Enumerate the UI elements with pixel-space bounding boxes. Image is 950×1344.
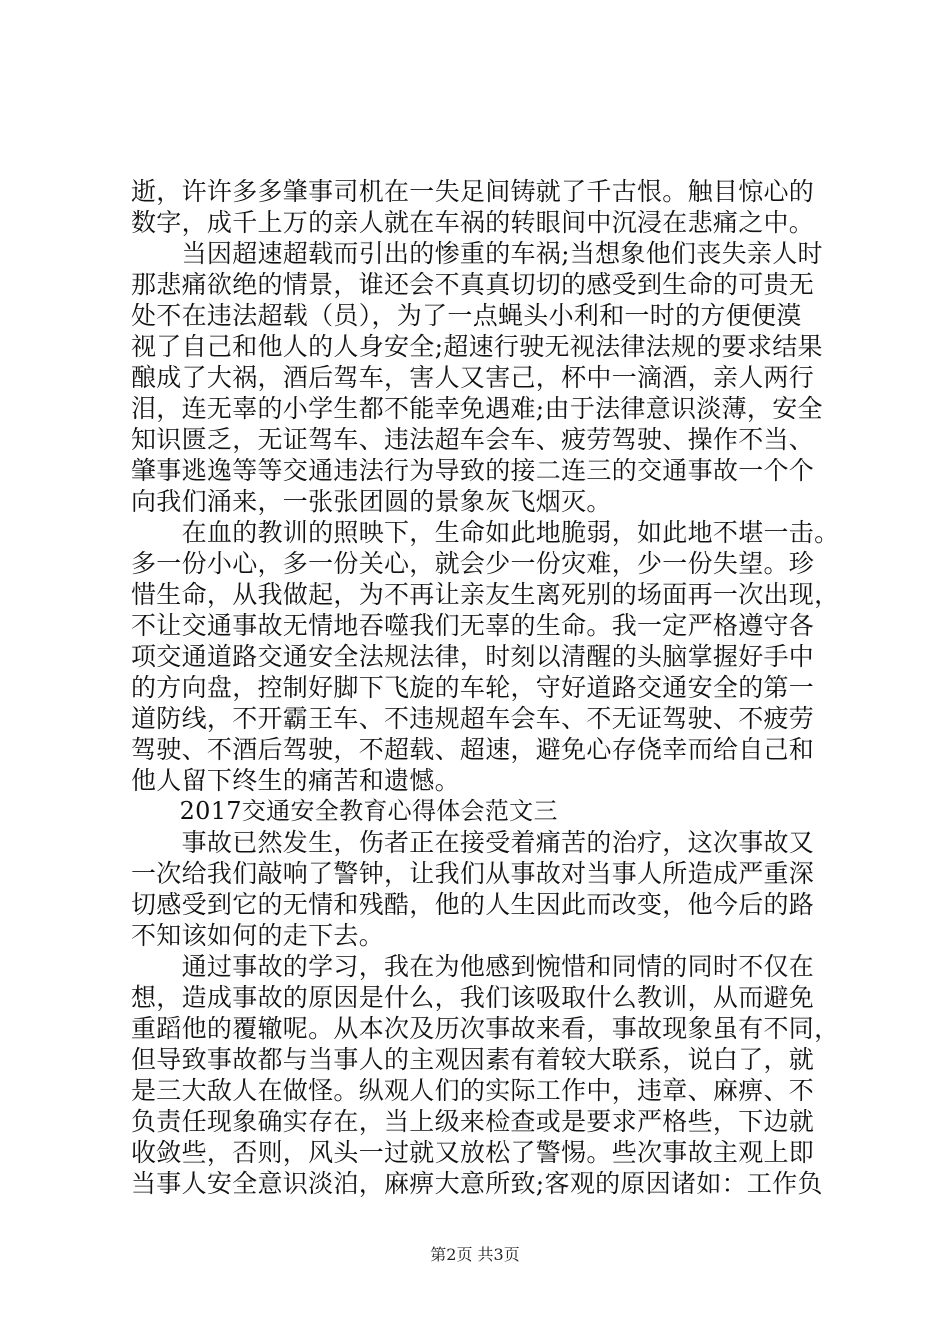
text-line: 当事人安全意识淡泊，麻痹大意所致;客观的原因诸如：工作负 (131, 1169, 823, 1198)
text-line: 但导致事故都与当事人的主观因素有着较大联系，说白了，就 (131, 1045, 815, 1074)
page-number-footer: 第2页 共3页 (430, 1245, 520, 1264)
text-line: 驾驶、不酒后驾驶，不超载、超速，避免心存侥幸而给自己和 (131, 735, 815, 764)
text-line: 一次给我们敲响了警钟，让我们从事故对当事人所造成严重深 (131, 859, 815, 888)
text-line: 那悲痛欲绝的情景，谁还会不真真切切的感受到生命的可贵无 (131, 270, 815, 299)
text-line: 事故已然发生，伤者正在接受着痛苦的治疗，这次事故又 (131, 828, 815, 857)
text-line: 在血的教训的照映下，生命如此地脆弱，如此地不堪一击。 (131, 518, 840, 547)
text-line: 想，造成事故的原因是什么，我们该吸取什么教训，从而避免 (131, 983, 815, 1012)
text-line: 重蹈他的覆辙呢。从本次及历次事故来看，事故现象虽有不同， (131, 1014, 840, 1043)
text-line: 酿成了大祸，酒后驾车，害人又害己，杯中一滴酒，亲人两行 (131, 363, 815, 392)
text-line: 当因超速超载而引出的惨重的车祸;当想象他们丧失亲人时 (131, 239, 823, 268)
text-line: 多一份小心，多一份关心，就会少一份灾难，少一份失望。珍 (131, 549, 815, 578)
text-line: 收敛些，否则，风头一过就又放松了警惕。些次事故主观上即 (131, 1138, 815, 1167)
text-line: 不知该如何的走下去。 (131, 921, 385, 950)
text-line: 逝，许许多多肇事司机在一失足间铸就了千古恨。触目惊心的 (131, 177, 815, 206)
text-line: 不让交通事故无情地吞噬我们无辜的生命。我一定严格遵守各 (131, 611, 815, 640)
text-line: 泪，连无辜的小学生都不能幸免遇难;由于法律意识淡薄，安全 (131, 394, 823, 423)
text-line: 通过事故的学习，我在为他感到惋惜和同情的同时不仅在 (131, 952, 815, 981)
text-line: 视了自己和他人的人身安全;超速行驶无视法律法规的要求结果 (131, 332, 823, 361)
text-line: 处不在违法超载（员），为了一点蝇头小利和一时的方便便漠 (131, 301, 802, 330)
text-line: 数字，成千上万的亲人就在车祸的转眼间中沉浸在悲痛之中。 (131, 208, 815, 237)
text-line: 向我们涌来，一张张团圆的景象灰飞烟灭。 (131, 487, 612, 516)
text-line: 惜生命，从我做起，为不再让亲友生离死别的场面再一次出现， (131, 580, 840, 609)
text-line: 的方向盘，控制好脚下飞旋的车轮，守好道路交通安全的第一 (131, 673, 815, 702)
text-line: 是三大敌人在做怪。纵观人们的实际工作中，违章、麻痹、不 (131, 1076, 815, 1105)
text-line: 负责任现象确实存在，当上级来检查或是要求严格些，下边就 (131, 1107, 815, 1136)
text-line: 肇事逃逸等等交通违法行为导致的接二连三的交通事故一个个 (131, 456, 815, 485)
text-line: 知识匮乏，无证驾车、违法超车会车、疲劳驾驶、操作不当、 (131, 425, 815, 454)
text-line: 他人留下终生的痛苦和遗憾。 (131, 766, 460, 795)
text-line: 道防线，不开霸王车、不违规超车会车、不无证驾驶、不疲劳 (131, 704, 815, 733)
text-line: 切感受到它的无情和残酷，他的人生因此而改变，他今后的路 (131, 890, 815, 919)
section-heading: 2017交通安全教育心得体会范文三 (131, 797, 558, 825)
text-line: 项交通道路交通安全法规法律，时刻以清醒的头脑掌握好手中 (131, 642, 815, 671)
